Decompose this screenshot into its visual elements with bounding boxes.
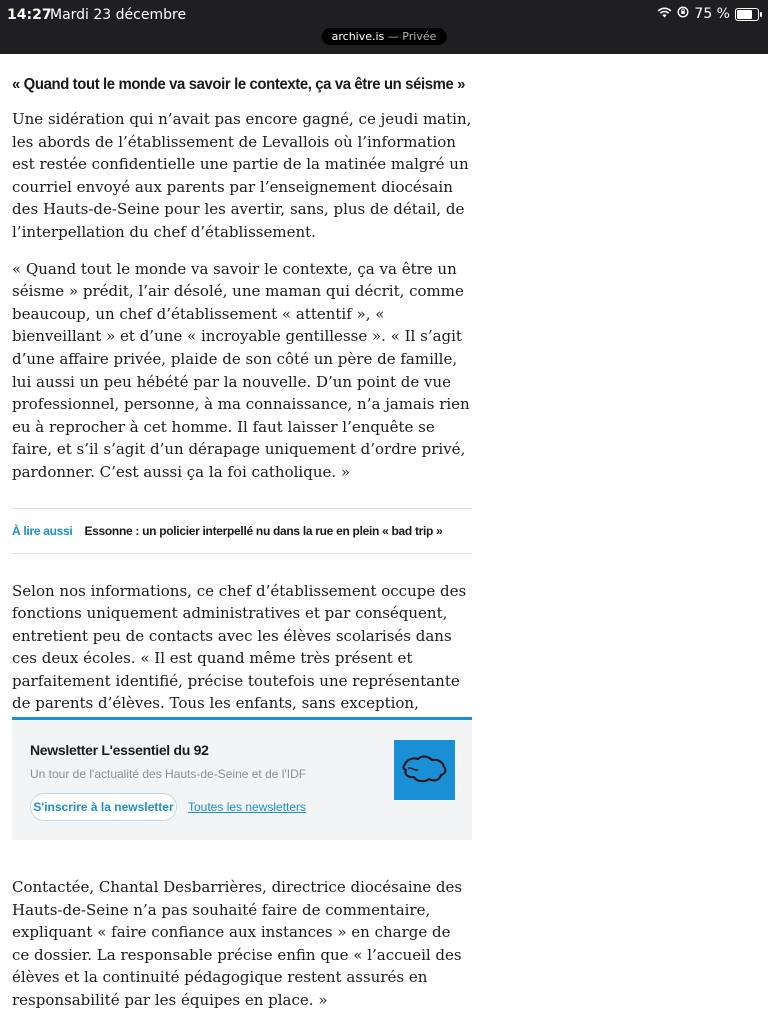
battery-icon [735, 8, 759, 21]
read-also-link[interactable]: Essonne : un policier interpellé nu dans la rue en plein « bad trip » [84, 523, 443, 538]
read-also-block[interactable] [12, 508, 472, 554]
battery-percent: 75 % [694, 6, 730, 22]
article-paragraph-4: Contactée, Chantal Desbarrières, directrice diocésaine des Hauts-de-Seine n’a pas souhaité faire de commentaire, expliquant « faire confiance aux instances » en charge de ce dossier. La responsable précise enfin que « l’accueil des élèves et la continuité pédagogique restent assurés en responsabilité par les équipes en place. » [12, 878, 463, 1009]
hauts-de-seine-map-icon [394, 740, 455, 800]
status-bar [0, 0, 768, 54]
newsletter-description: Un tour de l'actualité des Hauts-de-Seine et de l'IDF [30, 767, 307, 781]
newsletter-subscribe-button[interactable]: S'inscrire à la newsletter [30, 793, 177, 821]
address-url: archive.is [331, 30, 385, 43]
article-content [12, 54, 472, 738]
article-paragraph-1: Une sidération qui n’avait pas encore gagné, ce jeudi matin, les abords de l’établissement de Levallois où l’information est restée confidentielle une partie de la matinée malgré un courriel envoyé aux parents par l’enseignement diocésain des Hauts-de-Seine pour les avertir, sans, plus de détail, de l’interpellation du chef d’établissement. [12, 110, 472, 241]
read-also-label: À lire aussi [12, 523, 73, 538]
orientation-lock-icon [677, 6, 689, 22]
status-time: 14:27 [7, 7, 52, 23]
newsletter-title: Newsletter L'essentiel du 92 [30, 742, 209, 758]
article-paragraph-3: Selon nos informations, ce chef d’établissement occupe des fonctions uniquement administratives et par conséquent, entretient peu de contacts avec les élèves scolarisés dans ces deux écoles. « Il est quand même très présent et parfaitement identifié, précise toutefois une représentante de parents d’élèves. Tous les enfants, sans exception, [12, 581, 467, 713]
status-indicators [657, 6, 759, 22]
wifi-icon [657, 6, 672, 22]
private-mode-label: — Privée [387, 30, 437, 43]
all-newsletters-link[interactable]: Toutes les newsletters [188, 800, 307, 814]
newsletter-box [12, 717, 472, 840]
article-subheading: « Quand tout le monde va savoir le contexte, ça va être un séisme » [12, 76, 466, 93]
article-paragraph-2: « Quand tout le monde va savoir le contexte, ça va être un séisme » prédit, l’air désolé, une maman qui décrit, comme beaucoup, un chef d’établissement « attentif », « bienveillant » et d’une « incroyable gentillesse ». « Il s’agit d’une affaire privée, plaide de son côté un père de famille, lui aussi un peu hébété par la nouvelle. D’un point de vue professionnel, personne, à ma connaissance, n’a jamais rien eu à reprocher à cet homme. Il faut laisser l’enquête se faire, et s’il s’agit d’un dérapage uniquement d’ordre privé, pardonner. C’est aussi ça la foi catholique. » [12, 259, 470, 481]
status-date: Mardi 23 décembre [50, 7, 187, 23]
address-bar[interactable] [322, 28, 447, 45]
